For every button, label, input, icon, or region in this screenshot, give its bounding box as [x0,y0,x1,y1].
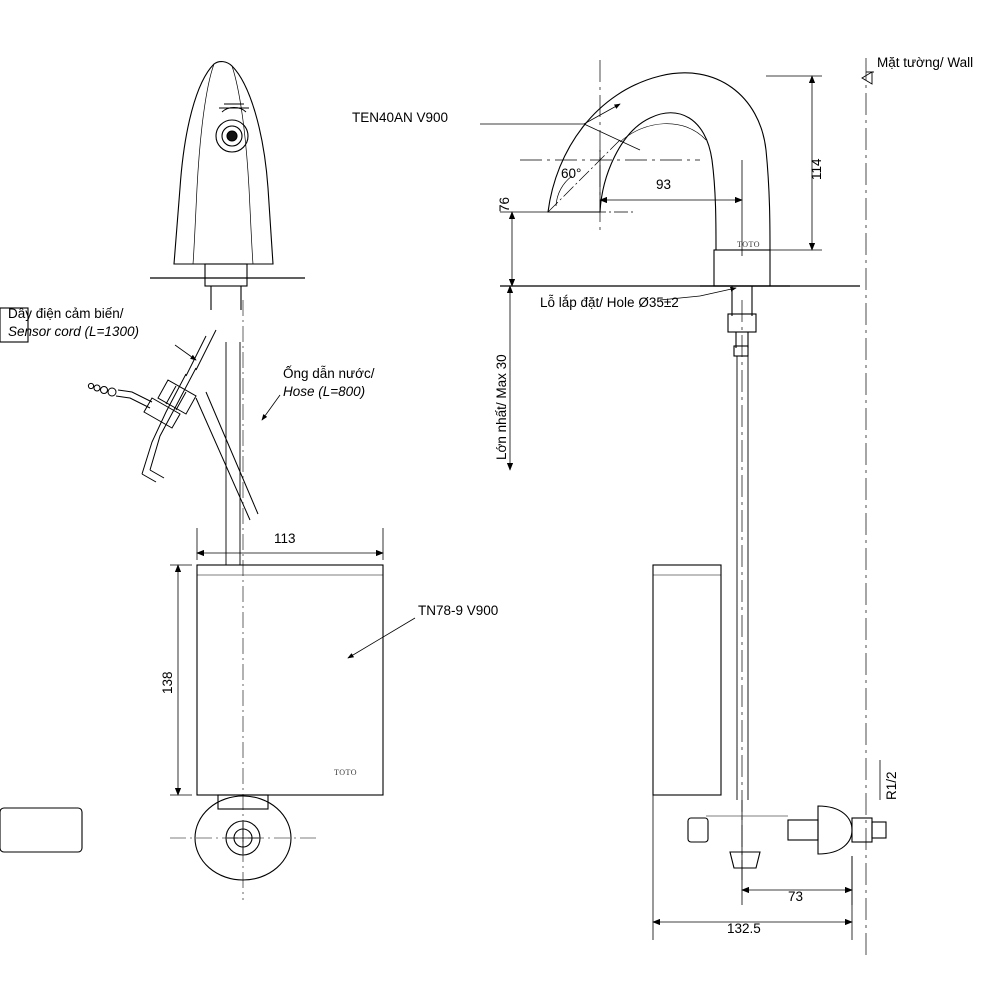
callout-mounting-hole: Lỗ lắp đặt/ Hole Ø35±2 [540,295,679,310]
callout-control-box-model: TN78-9 V900 [418,603,499,618]
dimension-73: 73 [788,889,804,904]
callout-hose-line1: Ống dẫn nước/ [283,366,375,381]
dimension-114: 114 [809,158,824,180]
brand-mark-control-box: TOTO [334,768,358,777]
brand-mark-faucet: TOTO [737,240,761,249]
dimension-93: 93 [656,177,672,192]
callout-max-thickness: Lớn nhất/ Max 30 [494,354,509,460]
callout-sensor-cord-line2: Sensor cord (L=1300) [8,324,139,339]
callout-wall-surface: Mặt tường/ Wall [877,55,974,70]
callout-thread-size: R1/2 [884,771,899,800]
right-side-view [0,58,886,960]
dimension-angle-60: 60° [561,166,582,181]
callout-sensor-cord-line1: Dây điện cảm biến/ [8,306,124,321]
dimension-132-5: 132.5 [727,921,761,936]
callout-hose-line2: Hose (L=800) [283,384,366,399]
dimension-138: 138 [160,671,175,694]
dimension-76: 76 [497,196,512,212]
callout-faucet-model: TEN40AN V900 [352,110,449,125]
dimension-113: 113 [274,531,296,546]
